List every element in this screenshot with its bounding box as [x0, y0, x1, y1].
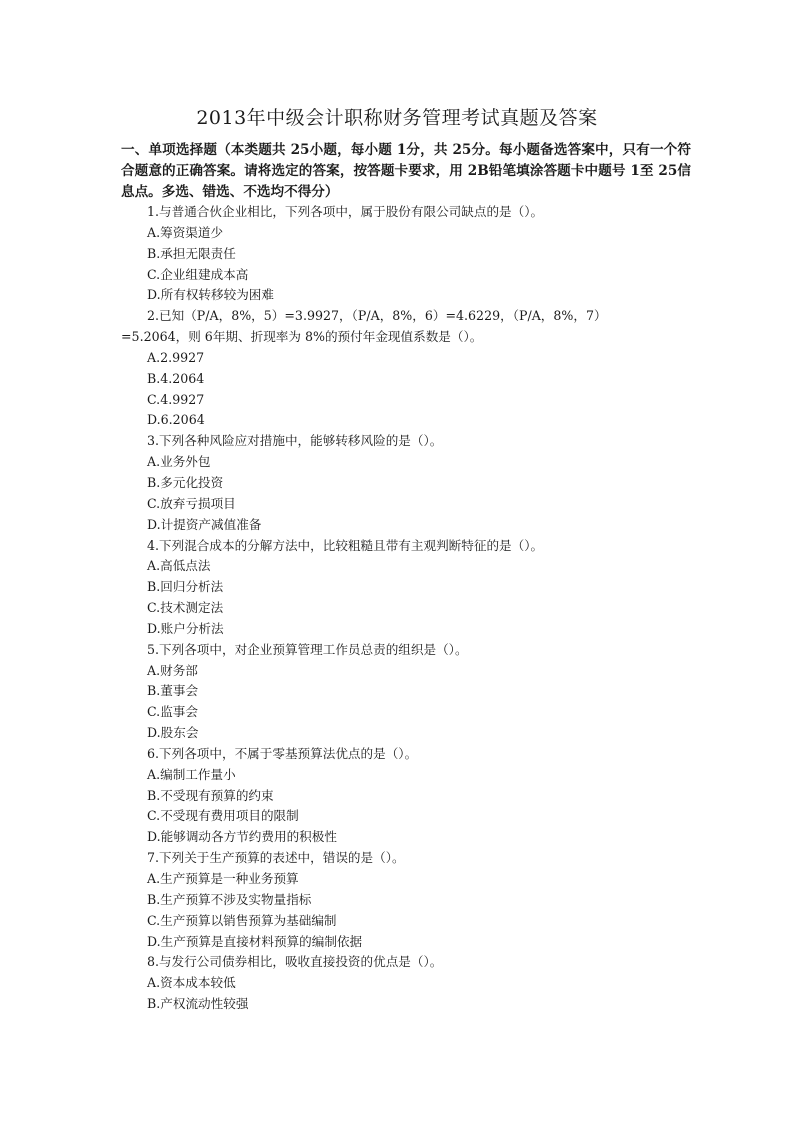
answer-option: B.不受现有预算的约束 — [147, 787, 274, 803]
answer-option: A.生产预算是一种业务预算 — [147, 871, 299, 886]
answer-option: B.回归分析法 — [147, 579, 224, 595]
section-intro: 一、单项选择题（本类题共 25小题，每小题 1分，共 25分。每小题备选答案中，只有一个符合题意的正确答案。请将选定的答案，按答题卡要求，用 2B铅笔填涂答题卡中题号 1至 25信息点。多选、错选、不选均不得分） — [121, 142, 691, 200]
answer-option: B.4.2064 — [147, 370, 205, 386]
answer-option: D.能够调动各方节约费用的积极性 — [147, 829, 337, 845]
answer-option: A.编制工作量小 — [147, 766, 236, 782]
answer-option: A.2.9927 — [147, 349, 205, 365]
question-text: 4.下列混合成本的分解方法中，比较粗糙且带有主观判断特征的是（）。 — [147, 537, 544, 553]
answer-option: D.生产预算是直接材料预算的编制依据 — [147, 933, 363, 949]
question-stem — [121, 536, 681, 557]
question-stem — [121, 202, 681, 223]
answer-option: B.多元化投资 — [147, 474, 224, 490]
answer-option: D.所有权转移较为困难 — [147, 287, 274, 303]
question-text: 7.下列关于生产预算的表述中，错误的是（）。 — [147, 850, 405, 866]
answer-option: B.生产预算不涉及实物量指标 — [147, 891, 312, 907]
answer-option: D.账户分析法 — [147, 620, 224, 636]
answer-option: D.6.2064 — [147, 412, 205, 428]
answer-option: B.董事会 — [147, 683, 199, 699]
answer-option: C.技术测定法 — [147, 600, 224, 616]
question-stem — [121, 431, 681, 452]
answer-option: C.企业组建成本高 — [147, 266, 249, 282]
answer-option: A.资本成本较低 — [147, 975, 236, 991]
question-text-continued: =5.2064，则 6年期、折现率为 8%的预付年金现值系数是（）。 — [121, 329, 483, 345]
question-stem — [121, 306, 681, 348]
question-text: 3.下列各种风险应对措施中，能够转移风险的是（）。 — [147, 433, 443, 449]
answer-option: D.股东会 — [147, 725, 199, 741]
answer-option: C.不受现有费用项目的限制 — [147, 808, 299, 824]
question-list — [121, 202, 681, 1015]
answer-option: D.计提资产减值准备 — [147, 516, 262, 532]
answer-option: A.业务外包 — [147, 454, 211, 470]
question-text: 8.与发行公司债券相比，吸收直接投资的优点是（）。 — [147, 954, 443, 970]
answer-option: C.监事会 — [147, 704, 198, 720]
question-stem — [121, 848, 681, 869]
question-stem — [121, 744, 681, 765]
answer-option: B.承担无限责任 — [147, 245, 236, 261]
question-text: 5.下列各项中，对企业预算管理工作员总责的组织是（）。 — [147, 641, 468, 657]
answer-option: C.生产预算以销售预算为基础编制 — [147, 912, 337, 928]
answer-option: A.财务部 — [147, 662, 198, 678]
question-text: 6.下列各项中，不属于零基预算法优点的是（）。 — [147, 745, 418, 761]
answer-option: B.产权流动性较强 — [147, 996, 249, 1012]
question-stem — [121, 640, 681, 661]
question-text: 1.与普通合伙企业相比，下列各项中，属于股份有限公司缺点的是（）。 — [147, 204, 544, 219]
document-title: 2013年中级会计职称财务管理考试真题及答案 — [196, 107, 598, 129]
answer-option: C.放弃亏损项目 — [147, 495, 236, 511]
answer-option: A.高低点法 — [147, 558, 211, 574]
question-stem — [121, 952, 681, 973]
answer-option: C.4.9927 — [147, 391, 205, 407]
question-text: 2.已知（P/A，8%，5）=3.9927，（P/A，8%，6）=4.6229，（P/A，8%，7） — [147, 308, 607, 324]
answer-option: A.筹资渠道少 — [147, 224, 224, 240]
